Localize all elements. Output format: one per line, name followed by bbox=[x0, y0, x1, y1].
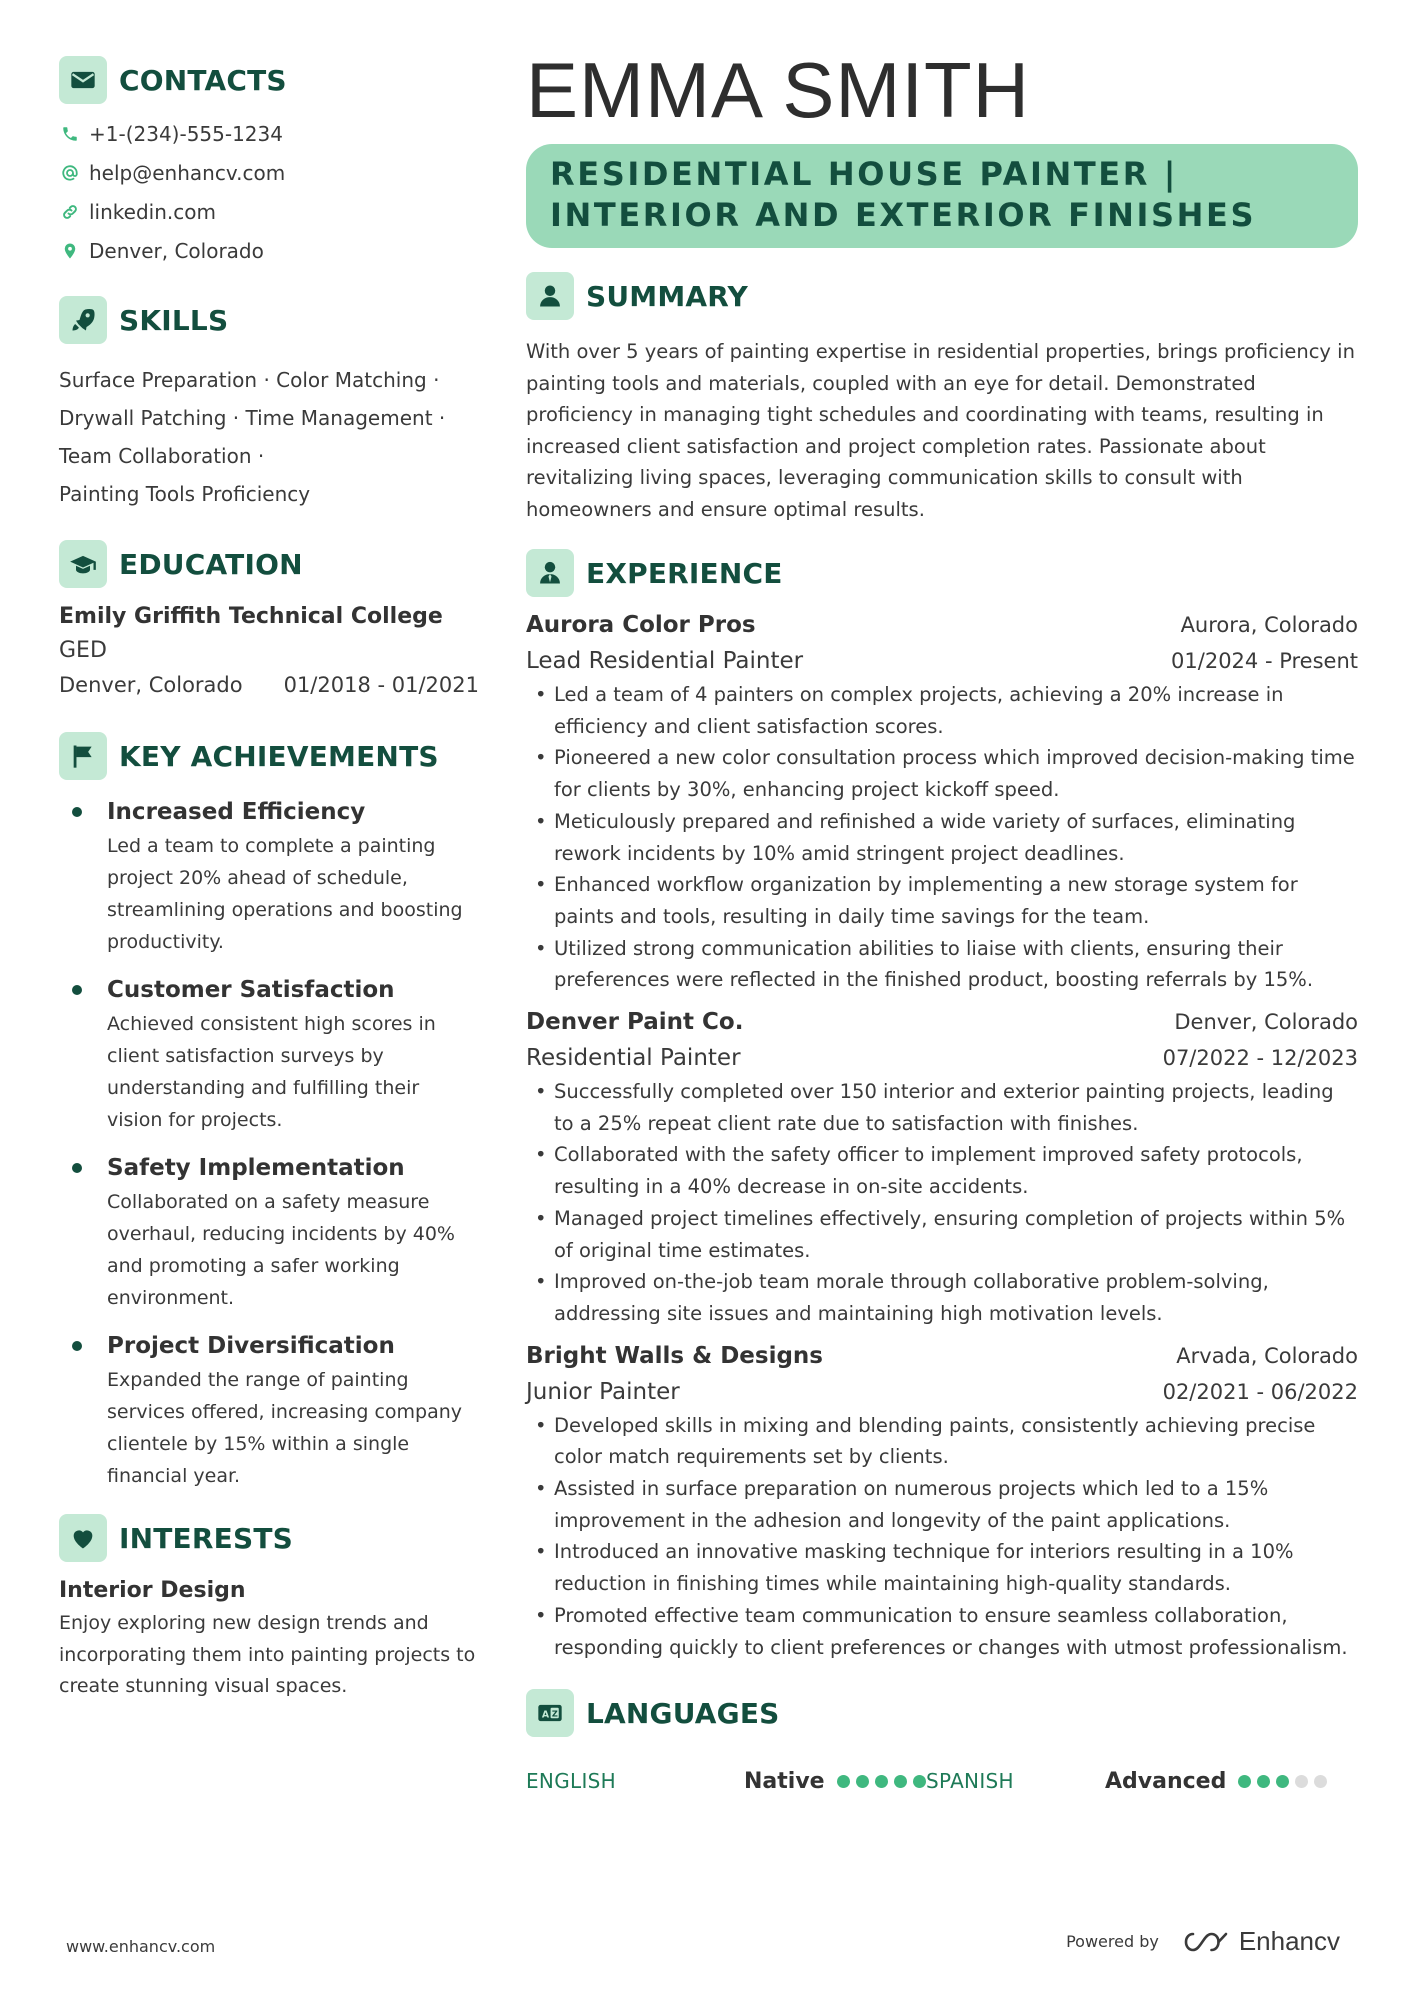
education-title: EDUCATION bbox=[119, 547, 303, 581]
rating-dot-filled bbox=[913, 1775, 926, 1788]
experience-section bbox=[526, 549, 1358, 1663]
link-icon bbox=[59, 201, 81, 223]
skills-header bbox=[59, 296, 479, 344]
job-company: Bright Walls & Designs bbox=[526, 1342, 823, 1369]
bullet-icon bbox=[59, 794, 107, 958]
bullet-icon bbox=[59, 972, 107, 1136]
right-column bbox=[526, 40, 1358, 1801]
job-location: Denver, Colorado bbox=[1174, 1010, 1358, 1035]
job-bullets bbox=[526, 1076, 1358, 1330]
job-location: Arvada, Colorado bbox=[1176, 1343, 1358, 1368]
skill-separator: · bbox=[438, 406, 446, 430]
education-degree: GED bbox=[59, 638, 107, 663]
achievement-desc: Led a team to complete a painting project 20% ahead of schedule, streamlining operations and boosting productivity. bbox=[107, 835, 463, 953]
achievement-item bbox=[59, 1150, 479, 1314]
rating-dot-filled bbox=[837, 1775, 850, 1788]
contacts-section bbox=[59, 56, 479, 270]
job-bullet: • Collaborated with the safety officer to implement improved safety protocols, resulting in a 40% decrease in on-site accidents. bbox=[526, 1139, 1358, 1202]
skills-section bbox=[59, 296, 479, 513]
achievement-item bbox=[59, 794, 479, 958]
language-item bbox=[926, 1769, 1358, 1794]
job-bullet: • Led a team of 4 painters on complex projects, achieving a 20% increase in efficiency and client satisfaction scores. bbox=[526, 679, 1358, 742]
job-company: Aurora Color Pros bbox=[526, 612, 756, 638]
skill-separator: · bbox=[257, 444, 265, 468]
contact-phone-text: +1-(234)-555-1234 bbox=[89, 121, 283, 146]
bullet-icon bbox=[59, 1150, 107, 1314]
interest-desc: Enjoy exploring new design trends and incorporating them into painting projects to create stunning visual spaces. bbox=[59, 1612, 476, 1697]
contact-location bbox=[59, 231, 479, 270]
job-location: Aurora, Colorado bbox=[1180, 613, 1358, 637]
job-bullet: • Utilized strong communication abilities to liaise with clients, ensuring their preferences were reflected in the finished product, boosting referrals by 15%. bbox=[526, 933, 1358, 996]
achievement-title: Project Diversification bbox=[107, 1333, 395, 1359]
achievement-item bbox=[59, 1328, 479, 1492]
skill-item: Surface Preparation bbox=[59, 368, 258, 392]
contact-location-text: Denver, Colorado bbox=[89, 238, 264, 263]
phone-icon bbox=[59, 123, 81, 145]
candidate-name: EMMA SMITH bbox=[526, 46, 1031, 134]
rating-dot-filled bbox=[875, 1775, 888, 1788]
languages-list bbox=[526, 1761, 1358, 1801]
rating-dot-filled bbox=[1276, 1775, 1289, 1788]
language-name: ENGLISH bbox=[526, 1769, 616, 1794]
achievement-desc: Expanded the range of painting services offered, increasing company clientele by 15% within a single financial year. bbox=[107, 1369, 463, 1487]
heart-icon bbox=[59, 1514, 107, 1562]
job-role: Junior Painter bbox=[526, 1378, 680, 1405]
footer-branding bbox=[1066, 1926, 1340, 1957]
rating-dot-empty bbox=[1295, 1775, 1308, 1788]
rocket-icon bbox=[59, 296, 107, 344]
svg-text:Z: Z bbox=[551, 1708, 558, 1719]
user-tie-icon bbox=[526, 549, 574, 597]
skill-item: Color Matching bbox=[276, 368, 427, 392]
education-header bbox=[59, 540, 479, 588]
job-bullet: • Successfully completed over 150 interior and exterior painting projects, leading to a 25% repeat client rate due to satisfaction with finishes. bbox=[526, 1076, 1358, 1139]
job-bullets bbox=[526, 679, 1358, 996]
graduation-cap-icon bbox=[59, 540, 107, 588]
footer-website[interactable]: www.enhancv.com bbox=[66, 1937, 216, 1956]
languages-header bbox=[526, 1689, 1358, 1737]
flag-icon bbox=[59, 732, 107, 780]
education-section bbox=[59, 540, 479, 702]
rating-dot-filled bbox=[894, 1775, 907, 1788]
rating-dot-filled bbox=[1238, 1775, 1251, 1788]
job-bullet: • Enhanced workflow organization by implementing a new storage system for paints and tools, resulting in daily time savings for the team. bbox=[526, 869, 1358, 932]
job-bullet: • Assisted in surface preparation on numerous projects which led to a 15% improvement in the adhesion and longevity of the paint applications. bbox=[526, 1473, 1358, 1536]
skill-item: Team Collaboration bbox=[59, 444, 252, 468]
job-entry bbox=[526, 1004, 1358, 1330]
left-column bbox=[59, 56, 479, 1703]
job-bullet: • Managed project timelines effectively, ensuring completion of projects within 5% of original time estimates. bbox=[526, 1203, 1358, 1266]
summary-section bbox=[526, 272, 1358, 525]
skill-separator: · bbox=[433, 368, 440, 392]
education-meta bbox=[59, 668, 479, 702]
contact-email[interactable] bbox=[59, 153, 479, 192]
achievement-title: Increased Efficiency bbox=[107, 799, 366, 825]
interests-title: INTERESTS bbox=[119, 1521, 293, 1555]
language-name: SPANISH bbox=[926, 1769, 1014, 1794]
skill-item: Time Management bbox=[245, 406, 433, 430]
user-icon bbox=[526, 272, 574, 320]
experience-header bbox=[526, 549, 1358, 597]
job-bullets bbox=[526, 1410, 1358, 1664]
skills-title: SKILLS bbox=[119, 303, 229, 337]
skills-list bbox=[59, 361, 479, 513]
job-company: Denver Paint Co. bbox=[526, 1009, 744, 1036]
achievements-section bbox=[59, 732, 479, 1492]
job-dates: 07/2022 - 12/2023 bbox=[1162, 1046, 1358, 1071]
achievement-desc: Achieved consistent high scores in client satisfaction surveys by understanding and fulfilling their vision for projects. bbox=[107, 1013, 436, 1131]
job-bullet: • Introduced an innovative masking technique for interiors resulting in a 10% reduction in finishing times while maintaining high-quality standards. bbox=[526, 1536, 1358, 1599]
contact-phone[interactable] bbox=[59, 114, 479, 153]
location-icon bbox=[59, 240, 81, 262]
rating-dot-empty bbox=[1314, 1775, 1327, 1788]
contact-email-text: help@enhancv.com bbox=[89, 160, 286, 185]
education-dates: 01/2018 - 01/2021 bbox=[283, 673, 479, 697]
achievement-desc: Collaborated on a safety measure overhaul, reducing incidents by 40% and promoting a safer working environment. bbox=[107, 1191, 455, 1309]
brand-name: Enhancv bbox=[1238, 1926, 1340, 1956]
at-icon bbox=[59, 162, 81, 184]
summary-text: With over 5 years of painting expertise in residential properties, brings proficiency in painting tools and materials, coupled with an eye for detail. Demonstrated proficiency in managing tight schedules and coordinating with teams, resulting in increased client satisfaction and project completion rates. Passionate about revitalizing living spaces, leveraging communication skills to consult with homeowners and ensure optimal results. bbox=[526, 340, 1355, 521]
summary-title: SUMMARY bbox=[586, 279, 749, 313]
headline-banner: RESIDENTIAL HOUSE PAINTER | INTERIOR AND EXTERIOR FINISHES bbox=[526, 144, 1358, 248]
rating-dot-filled bbox=[856, 1775, 869, 1788]
enhancv-logo-icon bbox=[1183, 1930, 1229, 1954]
envelope-icon bbox=[59, 56, 107, 104]
language-rating bbox=[837, 1775, 926, 1788]
languages-section bbox=[526, 1689, 1358, 1801]
summary-header bbox=[526, 272, 1358, 320]
interests-header bbox=[59, 1514, 479, 1562]
job-bullet: • Promoted effective team communication to ensure seamless collaboration, responding quickly to client preferences or changes with utmost professionalism. bbox=[526, 1600, 1358, 1663]
job-entry bbox=[526, 607, 1358, 996]
skill-item: Drywall Patching bbox=[59, 406, 227, 430]
powered-by-label: Powered by bbox=[1066, 1932, 1159, 1951]
interests-section bbox=[59, 1514, 479, 1703]
languages-title: LANGUAGES bbox=[586, 1696, 780, 1730]
bullet-icon bbox=[59, 1328, 107, 1492]
skill-item: Painting Tools Proficiency bbox=[59, 482, 311, 506]
achievement-title: Customer Satisfaction bbox=[107, 977, 395, 1003]
contact-linkedin-text: linkedin.com bbox=[89, 199, 216, 224]
experience-title: EXPERIENCE bbox=[586, 556, 783, 590]
job-entry bbox=[526, 1338, 1358, 1664]
achievements-title: KEY ACHIEVEMENTS bbox=[119, 739, 439, 773]
skill-separator: · bbox=[263, 368, 270, 392]
language-level: Native bbox=[744, 1768, 825, 1794]
svg-text:A: A bbox=[541, 1709, 550, 1721]
job-role: Residential Painter bbox=[526, 1045, 741, 1072]
job-dates: 02/2021 - 06/2022 bbox=[1162, 1379, 1358, 1404]
language-item bbox=[526, 1769, 926, 1794]
language-icon bbox=[526, 1689, 574, 1737]
rating-dot-filled bbox=[1257, 1775, 1270, 1788]
contact-linkedin[interactable] bbox=[59, 192, 479, 231]
skill-separator: · bbox=[232, 406, 240, 430]
achievement-title: Safety Implementation bbox=[107, 1155, 405, 1181]
job-bullet: • Developed skills in mixing and blending paints, consistently achieving precise color match requirements set by clients. bbox=[526, 1410, 1358, 1473]
achievements-header bbox=[59, 732, 479, 780]
job-dates: 01/2024 - Present bbox=[1171, 649, 1358, 673]
interest-title: Interior Design bbox=[59, 1578, 246, 1603]
job-role: Lead Residential Painter bbox=[526, 648, 804, 674]
education-location: Denver, Colorado bbox=[59, 673, 243, 697]
contacts-title: CONTACTS bbox=[119, 63, 287, 97]
contacts-header bbox=[59, 56, 479, 104]
brand-logo[interactable] bbox=[1183, 1926, 1340, 1957]
language-level: Advanced bbox=[1105, 1768, 1227, 1794]
language-rating bbox=[1238, 1775, 1327, 1788]
job-bullet: • Pioneered a new color consultation process which improved decision-making time for clients by 30%, enhancing project kickoff speed. bbox=[526, 742, 1358, 805]
education-school: Emily Griffith Technical College bbox=[59, 604, 443, 629]
job-bullet: • Improved on-the-job team morale through collaborative problem-solving, addressing site issues and maintaining high motivation levels. bbox=[526, 1266, 1358, 1329]
job-bullet: • Meticulously prepared and refinished a wide variety of surfaces, eliminating rework incidents by 10% amid stringent project deadlines. bbox=[526, 806, 1358, 869]
achievement-item bbox=[59, 972, 479, 1136]
